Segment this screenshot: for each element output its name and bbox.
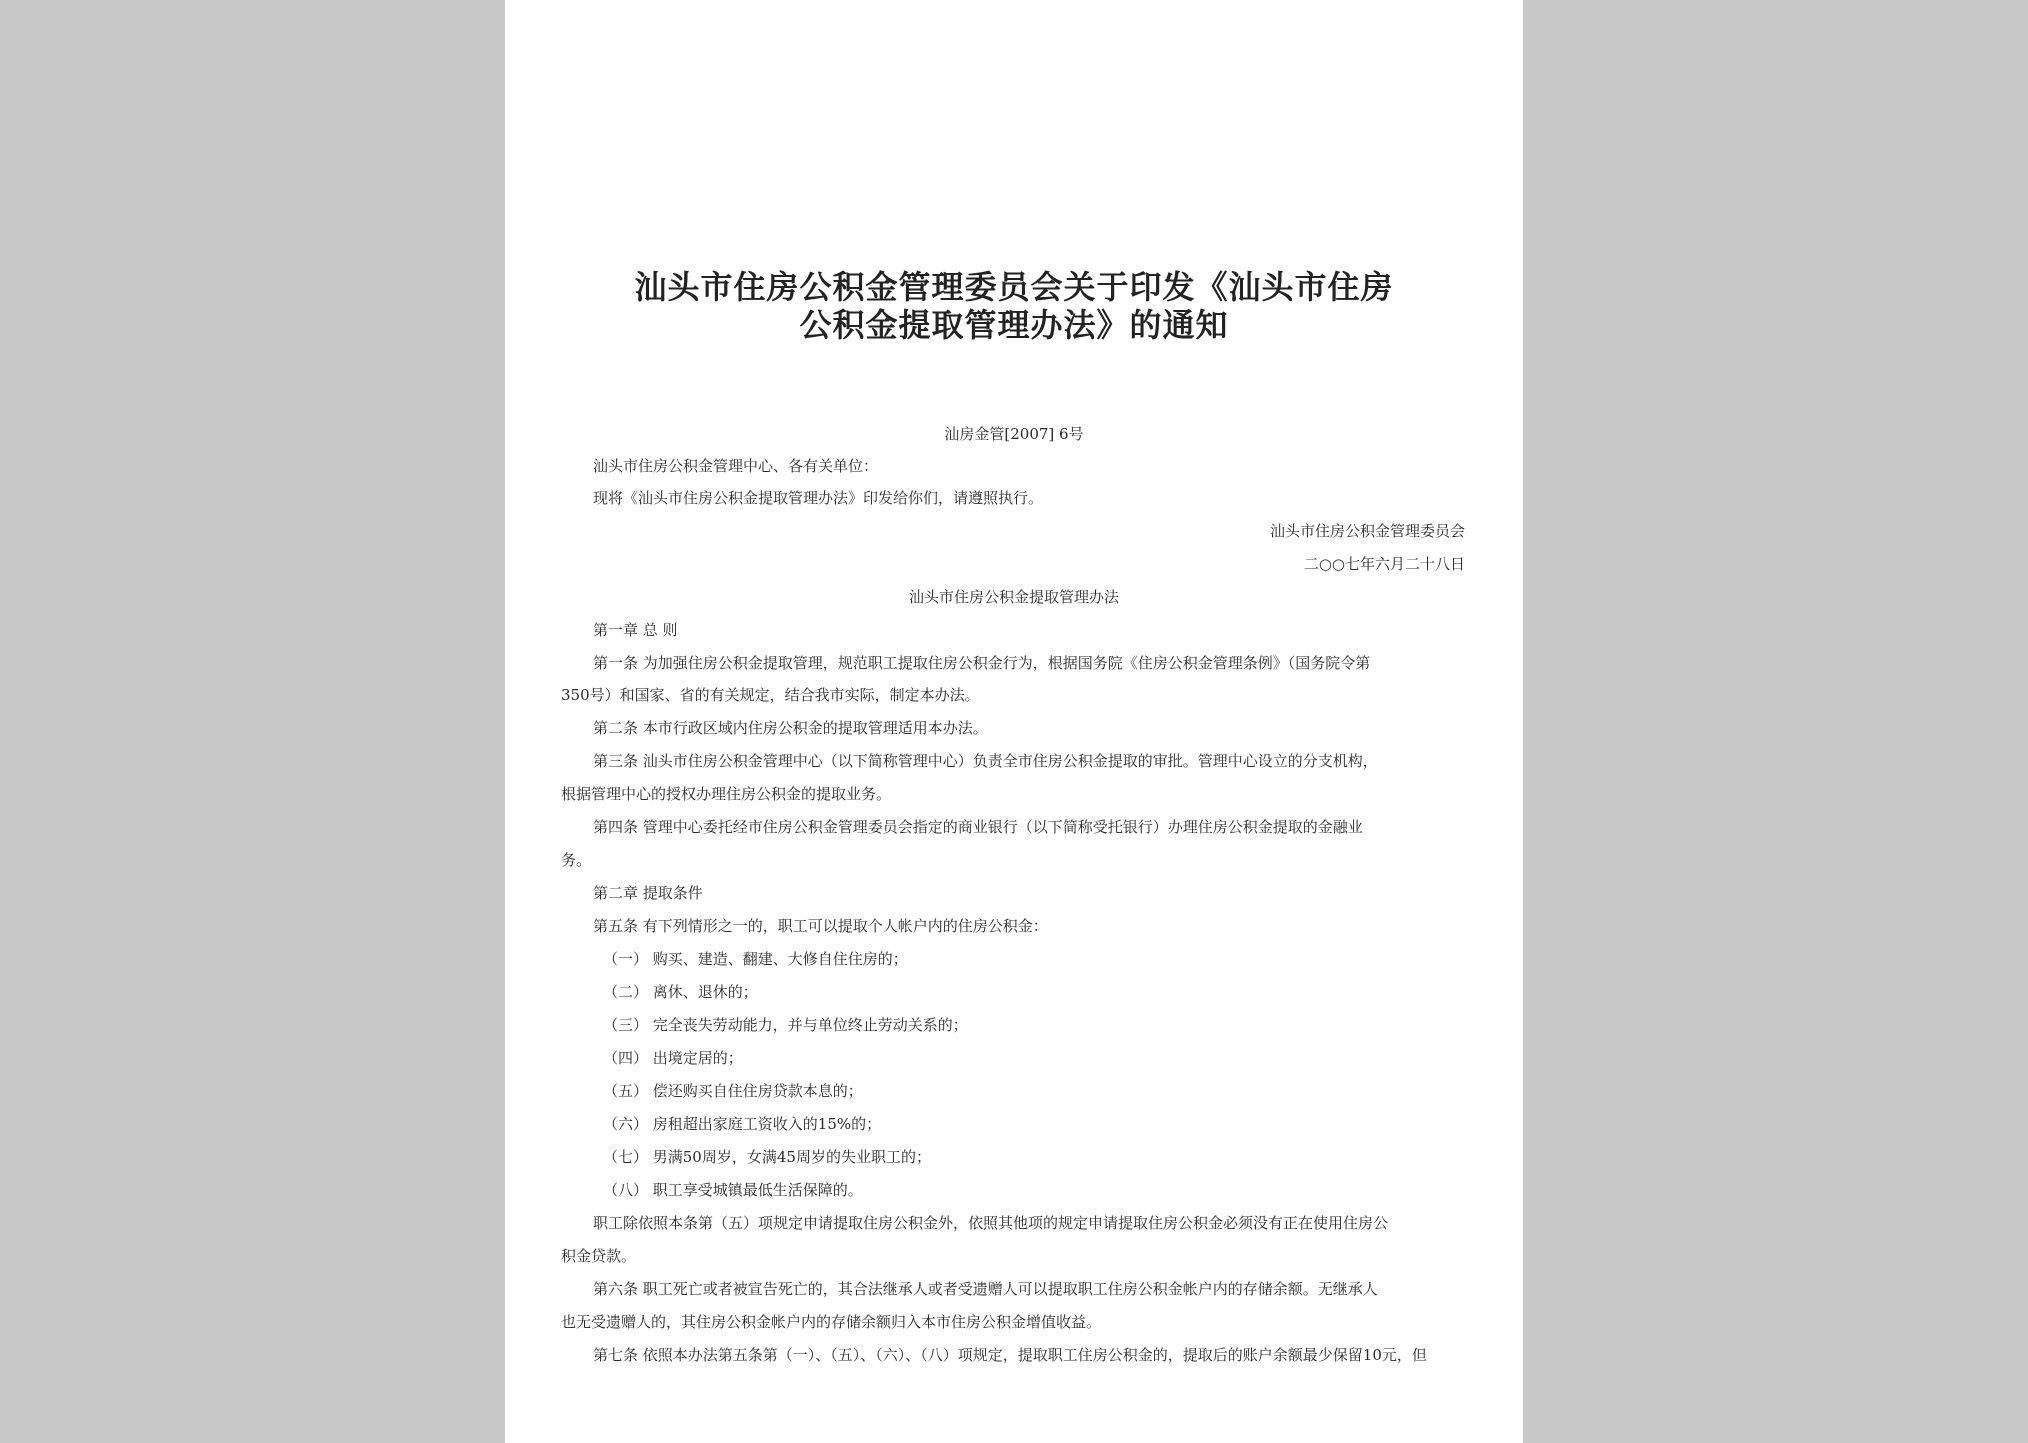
list-item: （四） 出境定居的；	[603, 1049, 743, 1067]
document-number: 汕房金管[2007] 6号	[944, 425, 1084, 443]
recipient: 汕头市住房公积金管理中心、各有关单位：	[593, 457, 879, 475]
article-line: 第二条 本市行政区域内住房公积金的提取管理适用本办法。	[593, 719, 988, 737]
measures-title: 汕头市住房公积金提取管理办法	[908, 588, 1119, 606]
list-item: （五） 偿还购买自住住房贷款本息的；	[603, 1082, 863, 1100]
list-item: （六） 房租超出家庭工资收入的15%的；	[603, 1115, 882, 1133]
article-line: 第五条 有下列情形之一的，职工可以提取个人帐户内的住房公积金：	[593, 917, 1048, 935]
article-line: 职工除依照本条第（五）项规定申请提取住房公积金外，依照其他项的规定申请提取住房公积金必须没有正在使用住房公	[593, 1214, 1389, 1232]
article-line: 第四条 管理中心委托经市住房公积金管理委员会指定的商业银行（以下简称受托银行）办理住房公积金提取的金融业	[593, 818, 1363, 836]
issue-date: 二○○七年六月二十八日	[1303, 555, 1465, 573]
document-page	[505, 0, 1523, 1443]
article-line: 350号）和国家、省的有关规定，结合我市实际，制定本办法。	[561, 686, 980, 704]
chapter-heading: 第一章 总 则	[593, 621, 678, 639]
article-line: 第七条 依照本办法第五条第（一）、（五）、（六）、（八）项规定，提取职工住房公积金的，提取后的账户余额最少保留10元，但	[593, 1346, 1427, 1364]
article-line: 第一条 为加强住房公积金提取管理，规范职工提取住房公积金行为，根据国务院《住房公积金管理条例》（国务院令第	[593, 654, 1371, 672]
article-line: 务。	[561, 851, 592, 869]
list-item: （一） 购买、建造、翻建、大修自住住房的；	[603, 950, 908, 968]
document-title-line-2: 公积金提取管理办法》的通知	[799, 306, 1229, 344]
issuer: 汕头市住房公积金管理委员会	[1269, 522, 1465, 540]
article-line: 积金贷款。	[561, 1247, 637, 1265]
document-title-line-1: 汕头市住房公积金管理委员会关于印发《汕头市住房	[634, 268, 1394, 306]
chapter-heading: 第二章 提取条件	[593, 884, 703, 902]
article-line: 根据管理中心的授权办理住房公积金的提取业务。	[561, 785, 892, 803]
intro-paragraph: 现将《汕头市住房公积金提取管理办法》印发给你们，请遵照执行。	[593, 489, 1044, 507]
list-item: （二） 离休、退休的；	[603, 983, 758, 1001]
list-item: （七） 男满50周岁，女满45周岁的失业职工的；	[603, 1148, 931, 1166]
article-line: 也无受遗赠人的，其住房公积金帐户内的存储余额归入本市住房公积金增值收益。	[561, 1313, 1102, 1331]
article-line: 第三条 汕头市住房公积金管理中心（以下简称管理中心）负责全市住房公积金提取的审批。管理中心设立的分支机构，	[593, 752, 1378, 770]
article-line: 第六条 职工死亡或者被宣告死亡的，其合法继承人或者受遗赠人可以提取职工住房公积金帐户内的存储余额。无继承人	[593, 1280, 1378, 1298]
list-item: （三） 完全丧失劳动能力，并与单位终止劳动关系的；	[603, 1016, 968, 1034]
list-item: （八） 职工享受城镇最低生活保障的。	[603, 1181, 863, 1199]
